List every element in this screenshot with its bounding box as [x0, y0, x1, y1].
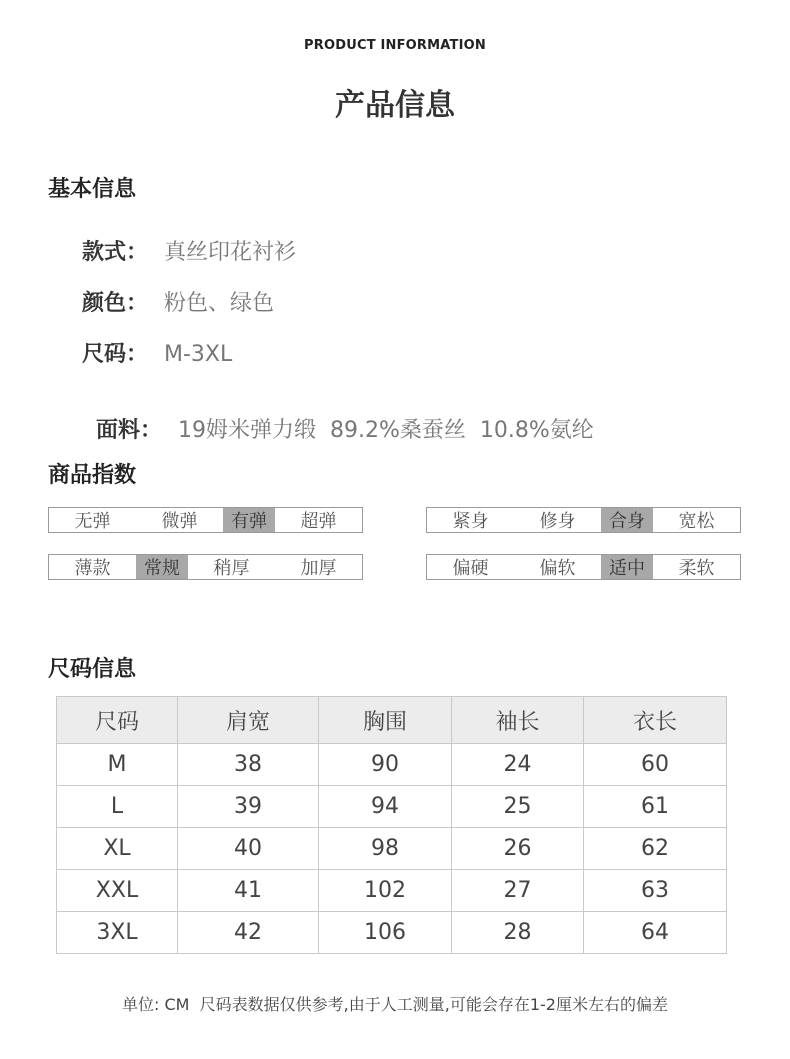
- table-cell: 42: [178, 912, 319, 954]
- table-cell: 62: [584, 828, 727, 870]
- info-label: 款式：: [82, 240, 149, 265]
- table-cell: 41: [178, 870, 319, 912]
- scale-option: 偏硬: [452, 558, 489, 579]
- info-value: 真丝印花衬衫: [164, 240, 297, 265]
- size-info-heading: 尺码信息: [48, 657, 137, 682]
- column-header: 肩宽: [178, 697, 319, 744]
- scale-option: 柔软: [678, 558, 715, 579]
- table-cell: 24: [452, 744, 584, 786]
- column-header: 尺码: [57, 697, 178, 744]
- table-cell: 28: [452, 912, 584, 954]
- info-row-fabric: [82, 388, 594, 444]
- table-cell: M: [57, 744, 178, 786]
- table-cell: XXL: [57, 870, 178, 912]
- table-cell: 61: [584, 786, 727, 828]
- softness-scale: [426, 554, 741, 580]
- table-cell: 106: [319, 912, 452, 954]
- fit-scale: [426, 507, 741, 533]
- info-value: 19姆米弹力缎 89.2%桑蚕丝 10.8%氨纶: [178, 418, 594, 443]
- scale-option: 偏软: [539, 558, 576, 579]
- table-cell: 38: [178, 744, 319, 786]
- info-row-color: [82, 286, 274, 317]
- table-cell: 64: [584, 912, 727, 954]
- scale-option: 稍厚: [213, 558, 250, 579]
- column-header: 袖长: [452, 697, 584, 744]
- table-cell: 98: [319, 828, 452, 870]
- table-row: [57, 912, 727, 954]
- table-row: [57, 744, 727, 786]
- table-row: [57, 786, 727, 828]
- table-cell: 26: [452, 828, 584, 870]
- elasticity-scale: [48, 507, 363, 533]
- scale-option: 修身: [539, 511, 576, 532]
- table-cell: 27: [452, 870, 584, 912]
- scale-option: 加厚: [300, 558, 337, 579]
- info-label: 尺码：: [82, 342, 149, 367]
- basic-info-heading: 基本信息: [48, 177, 137, 202]
- table-cell: 25: [452, 786, 584, 828]
- scale-option-selected: 合身: [601, 508, 653, 532]
- column-header: 衣长: [584, 697, 727, 744]
- thickness-scale: [48, 554, 363, 580]
- table-header-row: [57, 697, 727, 744]
- size-table: [56, 696, 727, 954]
- scale-option: 薄款: [74, 558, 111, 579]
- table-cell: 90: [319, 744, 452, 786]
- info-value: M-3XL: [164, 342, 233, 367]
- info-value: 粉色、绿色: [164, 291, 275, 316]
- scale-option: 紧身: [452, 511, 489, 532]
- column-header: 胸围: [319, 697, 452, 744]
- info-row-style: [82, 235, 296, 266]
- info-row-size: [82, 337, 232, 368]
- table-row: [57, 870, 727, 912]
- scale-option: 无弹: [74, 511, 111, 532]
- page-title: 产品信息: [335, 88, 455, 123]
- scale-option-selected: 适中: [601, 555, 653, 579]
- table-cell: 39: [178, 786, 319, 828]
- product-index-heading: 商品指数: [48, 463, 137, 488]
- table-cell: L: [57, 786, 178, 828]
- table-cell: 63: [584, 870, 727, 912]
- info-label: 面料：: [96, 418, 163, 443]
- table-cell: 60: [584, 744, 727, 786]
- table-row: [57, 828, 727, 870]
- info-label: 颜色：: [82, 291, 149, 316]
- size-footnote: 单位: CM 尺码表数据仅供参考,由于人工测量,可能会存在1-2厘米左右的偏差: [122, 995, 668, 1014]
- scale-option: 超弹: [300, 511, 337, 532]
- scale-option: 微弹: [161, 511, 198, 532]
- table-cell: 94: [319, 786, 452, 828]
- product-info-subtitle: PRODUCT INFORMATION: [304, 38, 486, 53]
- table-cell: 40: [178, 828, 319, 870]
- table-cell: 102: [319, 870, 452, 912]
- scale-option: 宽松: [678, 511, 715, 532]
- scale-option-selected: 有弹: [223, 508, 275, 532]
- scale-option-selected: 常规: [136, 555, 188, 579]
- table-cell: 3XL: [57, 912, 178, 954]
- table-cell: XL: [57, 828, 178, 870]
